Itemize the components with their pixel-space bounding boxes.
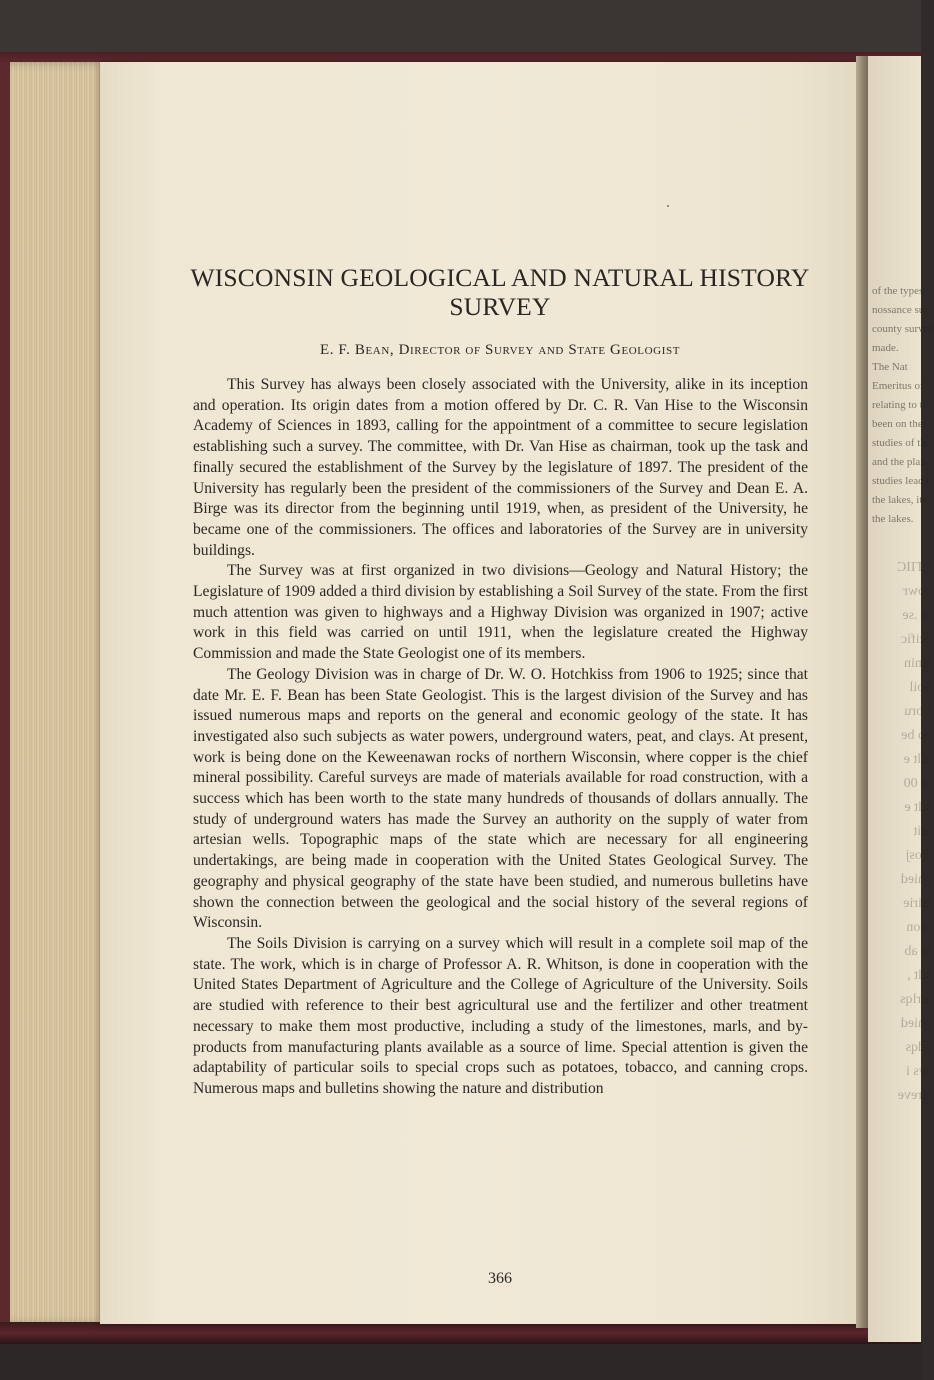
article-byline: E. F. Bean, Director of Survey and State Geologist bbox=[319, 342, 681, 358]
facing-fragment: the lakes, its bbox=[872, 494, 927, 506]
page-number: 366 bbox=[488, 1270, 512, 1287]
bleed-fragment: -non bbox=[906, 920, 932, 935]
bleed-fragment: gnied bbox=[900, 1016, 932, 1031]
bleed-fragment: no be bbox=[901, 728, 932, 743]
facing-fragment: The Nat bbox=[872, 361, 908, 373]
facing-fragment: of the types bbox=[872, 285, 924, 297]
bleed-fragment: to 00 bbox=[903, 776, 932, 791]
bleed-fragment: erlt e bbox=[903, 752, 932, 767]
facing-fragment: studies lead t bbox=[872, 475, 930, 487]
bleed-fragment: evs i bbox=[905, 1064, 932, 1079]
bleed-fragment: ydqs bbox=[905, 1040, 932, 1055]
article-body bbox=[193, 375, 808, 1100]
body-paragraph: The Survey was at first organized in two divisions—Geology and Natural History; the Legislature of 1909 added a third division by establishing a Soil Survey of the state. From the first much attention was given to highways and a Highway Division was organized in 1907; active work in this field was carried on until 1911, when the legislature created the Highway Commission and made the State Geologist one of its members. bbox=[193, 562, 808, 663]
bleed-fragment: Isnin bbox=[904, 656, 932, 671]
bleed-fragment: ejosj bbox=[905, 848, 932, 863]
article-title: WISCONSIN GEOLOGICAL AND NATURAL HISTORY SURVEY bbox=[190, 263, 810, 321]
bleed-fragment: erit bbox=[913, 824, 932, 839]
facing-fragment: studies of th bbox=[872, 437, 926, 449]
body-paragraph: This Survey has always been closely associated with the University, alike in its inception and operation. Its origin dates from a motion offered by Dr. C. R. Van Hise to the Wisconsin Academy of Sciences in 1893, calling for the appointment of a committee to secure legislation establishing such a survey. The committee, with Dr. Van Hise as chairman, took up the task and finally secured the establishment of the Survey by the legislature of 1897. The president of the University has regularly been the president of the commissioners of the Survey and Dean E. A. Birge was its director from the beginning until 1919, when, as president of the University, he became one of the commissioners. The offices and laboratories of the Survey are in university buildings. bbox=[193, 376, 808, 559]
bleed-fragment: ecific bbox=[900, 632, 932, 647]
body-paragraph: The Soils Division is carrying on a survey which will result in a complete soil map of the state. The work, which is in charge of Professor A. R. Whitson, is done in cooperation with the United States Department of Agriculture and the College of Agriculture of the University. Soils are studied with reference to their best agricultural use and the fertilizer and other treatment necessary to make them most productive, including a study of the limestones, marls, and by-products from manufacturing plants available as a source of lime. Special attention is given the adaptability of particular soils to special crops such as potatoes, tobacco, and canning crops. Numerous maps and bulletins showing the nature and distribution bbox=[193, 934, 808, 1097]
facing-fragment: relating to t bbox=[872, 399, 923, 411]
bleed-through-text bbox=[872, 556, 932, 1108]
facing-fragment: been on the bbox=[872, 418, 923, 430]
bleed-fragment: srlt e bbox=[904, 800, 932, 815]
paper-speck bbox=[667, 205, 669, 207]
bleed-fragment: Isirie bbox=[903, 896, 932, 911]
facing-fragment: nossance sur bbox=[872, 304, 928, 316]
bleed-fragment: srlt , bbox=[907, 968, 932, 983]
facing-page-edge bbox=[868, 56, 934, 1342]
bleed-fragment: lo ab bbox=[904, 944, 932, 959]
bleed-fragment: Soil bbox=[909, 680, 932, 695]
facing-fragment: made. bbox=[872, 342, 899, 354]
book-cover-bottom bbox=[0, 1322, 921, 1344]
facing-fragment: Emeritus of bbox=[872, 380, 924, 392]
facing-page-fragments bbox=[872, 282, 932, 529]
book-spine bbox=[0, 62, 10, 1324]
facing-fragment: county survey bbox=[872, 323, 934, 335]
bleed-fragment: Isreve bbox=[897, 1088, 932, 1103]
page-edges bbox=[0, 62, 108, 1324]
bleed-fragment: oirlqs bbox=[900, 992, 932, 1007]
bleed-fragment: s bru bbox=[904, 704, 932, 719]
bleed-fragment: gnied bbox=[900, 872, 932, 887]
bleed-fragment: m .se bbox=[902, 608, 932, 623]
facing-fragment: the lakes. bbox=[872, 513, 914, 525]
bleed-fragment: I TIIC bbox=[896, 560, 932, 575]
bleed-fragment: vowr bbox=[903, 584, 932, 599]
body-paragraph: The Geology Division was in charge of Dr. W. O. Hotchkiss from 1906 to 1925; since that date Mr. E. F. Bean has been State Geologist. This is the largest division of the Survey and has issued numerous maps and reports on the general and economic geology of the state. It has investigated also such subjects as water powers, underground waters, peat, and clays. At present, work is being done on the Keweenawan rocks of northern Wisconsin, where copper is the chief mineral possibility. Careful surveys are made of materials available for road construction, with a success which has been worth to the state many hundreds of thousands of dollars annually. The study of underground waters has made the Survey an authority on the supply of water from artesian wells. Topographic maps of the state which are necessary for all engineering undertakings, are being made in cooperation with the United States Geological Survey. The geography and physical geography of the state have been studied, and numerous bulletins have shown the connection between the geological and the social history of the several regions of Wisconsin. bbox=[193, 665, 808, 932]
facing-fragment: and the plan bbox=[872, 456, 926, 468]
